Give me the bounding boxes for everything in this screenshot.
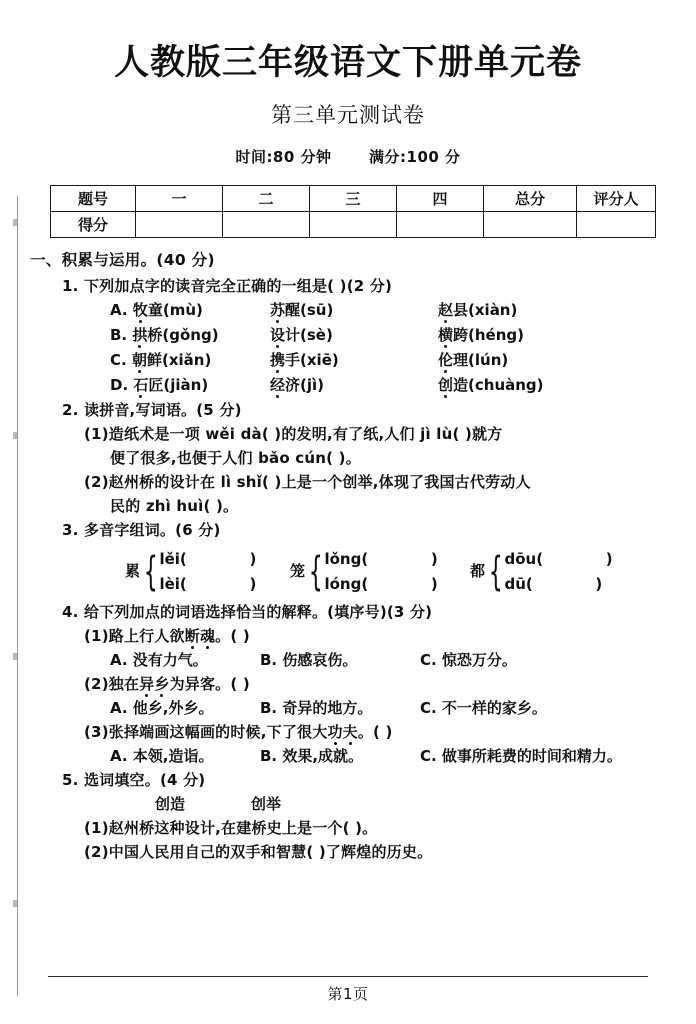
question-3-stem: 3. 多音字组词。(6 分) [62, 520, 221, 539]
score-cell-2[interactable] [223, 212, 310, 238]
option-letter: B. [110, 325, 128, 344]
dotted-char: 牧 [132, 300, 148, 319]
question-4-item-3[interactable] [84, 722, 696, 749]
choice-a: A. 本领,造诣。 [110, 746, 214, 765]
time-limit-label: 时间:80 分钟 [235, 148, 332, 167]
question-1-option-d [110, 375, 696, 403]
polyphone-char: 笼 [290, 562, 306, 580]
item-suffix: 为异客。( ) [169, 674, 250, 693]
option-c-item-2 [270, 350, 438, 369]
question-2-stem: 2. 读拼音,写词语。(5 分) [62, 400, 242, 419]
dotted-char: 乡 [154, 674, 170, 693]
dotted-char: 横 [438, 325, 454, 344]
dotted-char: 经 [270, 375, 286, 394]
option-text: 桥(gǒng) [147, 325, 219, 344]
option-text: 鲜(xiǎn) [146, 350, 212, 369]
column-header-1: 一 [136, 186, 223, 212]
polyphone-reading-bottom[interactable]: dū( ) [504, 574, 603, 593]
option-text: 理(lún) [453, 350, 509, 369]
option-letter: A. [110, 300, 128, 319]
dotted-char: 苏 [270, 300, 286, 319]
option-letter: C. [110, 350, 127, 369]
choice-c: C. 做事所耗费的时间和精力。 [420, 746, 622, 765]
dotted-char: 断 [184, 626, 200, 645]
polyphone-char: 都 [470, 562, 486, 580]
option-b-item-2 [270, 325, 438, 344]
question-2-line-1[interactable]: (1)造纸术是一项 wěi dà( )的发明,有了纸,人们 jì lù( )就方 [84, 424, 503, 443]
column-header-3: 三 [310, 186, 397, 212]
question-5-line-1[interactable]: (1)赵州桥这种设计,在建桥史上是一个( )。 [84, 818, 378, 837]
question-2-line-2[interactable]: 便了很多,也便于人们 bǎo cún( )。 [110, 448, 361, 467]
choice-c: C. 不一样的家乡。 [420, 698, 547, 717]
score-cell-4[interactable] [397, 212, 484, 238]
option-a-item-1 [110, 300, 270, 319]
column-header-4: 四 [397, 186, 484, 212]
question-4-item-1[interactable] [84, 626, 696, 653]
dotted-char: 功 [327, 722, 343, 741]
polyphone-group-3[interactable] [470, 547, 613, 597]
dotted-char: 朝 [131, 350, 147, 369]
option-text: 童(mù) [147, 300, 203, 319]
item-prefix: (3)张择端画这幅画的时候,下了很大 [84, 722, 328, 741]
question-1-option-c [110, 350, 696, 378]
question-2-line-3[interactable]: (2)赵州桥的设计在 lì shǐ( )上是一个创举,体现了我国古代劳动人 [84, 472, 531, 491]
polyphone-readings [504, 547, 612, 597]
row-label-score: 得分 [51, 212, 136, 238]
question-5-stem: 5. 选词填空。(4 分) [62, 770, 206, 789]
brace-icon: { [308, 548, 323, 595]
row-label-question-number: 题号 [51, 186, 136, 212]
score-cell-total[interactable] [484, 212, 577, 238]
question-2-line-4[interactable]: 民的 zhì huì( )。 [110, 496, 239, 515]
option-text: 造(chuàng) [453, 375, 544, 394]
item-suffix: 。( ) [357, 722, 393, 741]
option-d-item-2 [270, 375, 438, 394]
question-5-line-2[interactable]: (2)中国人民用自己的双手和智慧( )了辉煌的历史。 [84, 842, 433, 861]
dotted-char: 魂 [199, 626, 216, 645]
table-row-scores [51, 212, 656, 238]
question-4-choices-1 [110, 650, 696, 677]
option-d-item-1 [110, 375, 270, 394]
dotted-char: 伦 [438, 350, 454, 369]
question-3-brace-row [0, 547, 696, 605]
dotted-char: 设 [270, 325, 286, 344]
choice-b: B. 奇异的地方。 [260, 698, 373, 717]
item-prefix: (2)独在 [84, 674, 140, 693]
polyphone-reading-bottom[interactable]: lèi( ) [159, 574, 257, 593]
choice-a: A. 他乡,外乡。 [110, 698, 214, 717]
page-title: 人教版三年级语文下册单元卷 [113, 43, 582, 83]
dotted-char: 创 [438, 375, 454, 394]
choice-b: B. 伤感哀伤。 [260, 650, 358, 669]
choice-a: A. 没有力气。 [110, 650, 208, 669]
option-a-item-2 [270, 300, 438, 319]
polyphone-reading-top[interactable]: dōu( ) [504, 549, 613, 568]
scan-artifact-tick [13, 219, 17, 226]
question-4-stem: 4. 给下列加点的词语选择恰当的解释。(填序号)(3 分) [62, 602, 433, 621]
score-cell-1[interactable] [136, 212, 223, 238]
polyphone-readings [324, 547, 437, 597]
polyphone-group-1[interactable] [125, 547, 256, 597]
option-text: 济(jì) [285, 375, 325, 394]
question-1-option-b [110, 325, 696, 353]
score-table-container [50, 185, 646, 238]
footer-divider [48, 976, 648, 977]
polyphone-reading-top[interactable]: lěi( ) [159, 549, 257, 568]
choice-c: C. 惊恐万分。 [420, 650, 517, 669]
total-score-label: 满分:100 分 [369, 148, 461, 167]
exam-meta [0, 129, 696, 167]
item-suffix: 。( ) [215, 626, 250, 645]
option-text: 醒(sū) [285, 300, 334, 319]
page-number: 第1页 [327, 985, 369, 1003]
brace-icon: { [143, 548, 158, 595]
choice-b: B. 效果,成就。 [260, 746, 364, 765]
word-bank-option-1: 创造 [155, 794, 186, 813]
column-header-2: 二 [223, 186, 310, 212]
question-1-option-a [110, 300, 696, 328]
column-header-total: 总分 [484, 186, 577, 212]
polyphone-readings [159, 547, 256, 597]
dotted-char: 石 [133, 375, 149, 394]
question-1-stem: 1. 下列加点字的读音完全正确的一组是( )(2 分) [62, 276, 393, 295]
column-header-grader: 评分人 [577, 186, 656, 212]
dotted-char: 异 [139, 674, 155, 693]
option-text: 县(xiàn) [453, 300, 518, 319]
score-cell-3[interactable] [310, 212, 397, 238]
option-c-item-3 [438, 350, 509, 369]
exam-subtitle: 第三单元测试卷 [271, 103, 425, 128]
option-b-item-1 [110, 325, 270, 344]
word-bank-option-2: 创举 [251, 794, 282, 813]
score-table [50, 185, 656, 238]
option-text: 计(sè) [285, 325, 333, 344]
polyphone-reading-bottom[interactable]: lóng( ) [324, 574, 438, 593]
item-prefix: (1)路上行人欲 [84, 626, 185, 645]
brace-icon: { [488, 548, 503, 595]
question-5-word-bank [155, 794, 696, 821]
page-footer [0, 976, 696, 1004]
option-letter: D. [110, 375, 129, 394]
polyphone-group-2[interactable] [290, 547, 438, 597]
option-a-item-3 [438, 300, 518, 319]
option-text: 跨(héng) [453, 325, 524, 344]
option-d-item-3 [438, 375, 544, 394]
option-text: 匠(jiàn) [148, 375, 209, 394]
exam-content [0, 253, 696, 869]
option-text: 手(xiē) [285, 350, 339, 369]
scan-artifact-tick [13, 900, 17, 907]
dotted-char: 赵 [438, 300, 454, 319]
dotted-char: 拱 [132, 325, 148, 344]
option-c-item-1 [110, 350, 270, 369]
option-b-item-3 [438, 325, 524, 344]
polyphone-reading-top[interactable]: lǒng( ) [324, 549, 438, 568]
question-4-choices-3 [110, 746, 696, 773]
polyphone-char: 累 [125, 562, 141, 580]
dotted-char: 携 [270, 350, 286, 369]
dotted-char: 夫 [342, 722, 358, 741]
table-row-question-numbers [51, 186, 656, 212]
score-cell-grader[interactable] [577, 212, 656, 238]
section-heading-one: 一、积累与运用。(40 分) [30, 251, 215, 269]
question-4-item-2[interactable] [84, 674, 696, 701]
question-4-choices-2 [110, 698, 696, 725]
